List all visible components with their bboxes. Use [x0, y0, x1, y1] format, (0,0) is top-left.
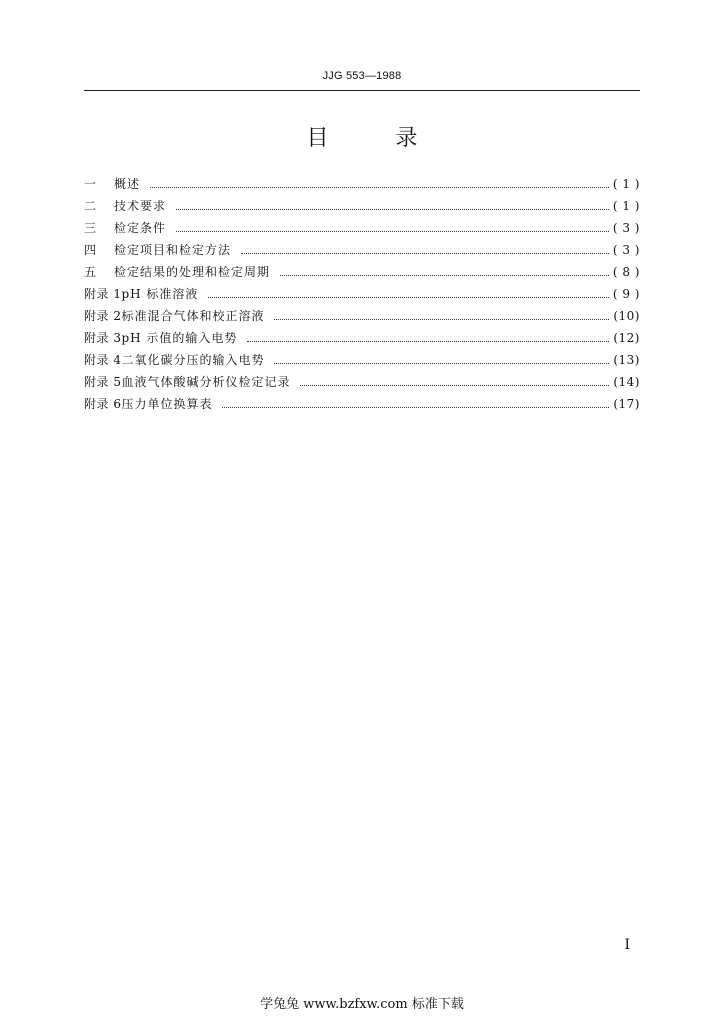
toc-entry-title: 二氧化碳分压的输入电势 [121, 353, 265, 367]
toc-entry[interactable] [84, 373, 640, 395]
toc-entry-page: (12) [613, 331, 640, 345]
toc-entry[interactable] [84, 285, 640, 307]
dot-leader [274, 363, 609, 364]
toc-entry[interactable] [84, 197, 640, 219]
dot-leader [280, 275, 609, 276]
toc-entry-title: 检定项目和检定方法 [114, 243, 232, 257]
dot-leader [176, 209, 609, 210]
page-title: 目 录 [306, 126, 448, 151]
toc-entry[interactable] [84, 263, 640, 285]
toc-entry[interactable] [84, 351, 640, 373]
toc-entry-title: 检定条件 [114, 221, 167, 235]
dot-leader [208, 297, 608, 298]
toc-entry-title: 血液气体酸碱分析仪检定记录 [121, 375, 291, 389]
dot-leader [176, 231, 609, 232]
footer-watermark: 学兔兔 www.bzfxw.com 标准下载 [260, 997, 464, 1012]
toc-entry-number: 一 [84, 177, 97, 191]
toc-entry-number: 五 [84, 265, 97, 279]
header-rule [84, 90, 640, 91]
toc-entry-number: 四 [84, 243, 97, 257]
toc-entry-title: 标准混合气体和校正溶液 [121, 309, 265, 323]
toc-entry-title: 概述 [114, 177, 141, 191]
toc-entry[interactable] [84, 175, 640, 197]
dot-leader [274, 319, 609, 320]
toc-entry[interactable] [84, 395, 640, 417]
toc-entry-number: 附录 1 [84, 287, 122, 301]
toc-entry-title: pH 示值的输入电势 [121, 331, 238, 345]
toc-entry[interactable] [84, 307, 640, 329]
toc-entry-number: 附录 5 [84, 375, 122, 389]
toc-entry-page: ( 9 ) [612, 287, 640, 301]
page-number: I [624, 937, 630, 953]
toc-entry-page: ( 8 ) [612, 265, 640, 279]
dot-leader [247, 341, 609, 342]
toc-entry-number: 附录 6 [84, 397, 122, 411]
toc-entry-title: pH 标准溶液 [121, 287, 199, 301]
toc-entry-page: (10) [613, 309, 640, 323]
toc-entry-page: ( 1 ) [612, 177, 640, 191]
dot-leader [222, 407, 609, 408]
toc-entry-title: 技术要求 [114, 199, 167, 213]
toc-entry-number: 附录 3 [84, 331, 122, 345]
document-code: JJG 553—1988 [322, 70, 402, 82]
toc-entry-number: 附录 2 [84, 309, 122, 323]
toc-entry-number: 附录 4 [84, 353, 122, 367]
toc-entry-page: (13) [613, 353, 640, 367]
toc-entry-page: ( 3 ) [612, 243, 640, 257]
toc-entry[interactable] [84, 329, 640, 351]
toc-entry-title: 压力单位换算表 [121, 397, 213, 411]
dot-leader [241, 253, 609, 254]
toc-entry-number: 二 [84, 199, 97, 213]
toc-entry-number: 三 [84, 221, 97, 235]
toc-entry-title: 检定结果的处理和检定周期 [114, 265, 271, 279]
dot-leader [300, 385, 609, 386]
toc-entry[interactable] [84, 241, 640, 263]
toc-entry-page: ( 1 ) [612, 199, 640, 213]
dot-leader [150, 187, 609, 188]
toc-list [84, 175, 640, 417]
toc-entry-page: ( 3 ) [612, 221, 640, 235]
toc-entry-page: (17) [613, 397, 640, 411]
toc-entry-page: (14) [613, 375, 640, 389]
toc-entry[interactable] [84, 219, 640, 241]
